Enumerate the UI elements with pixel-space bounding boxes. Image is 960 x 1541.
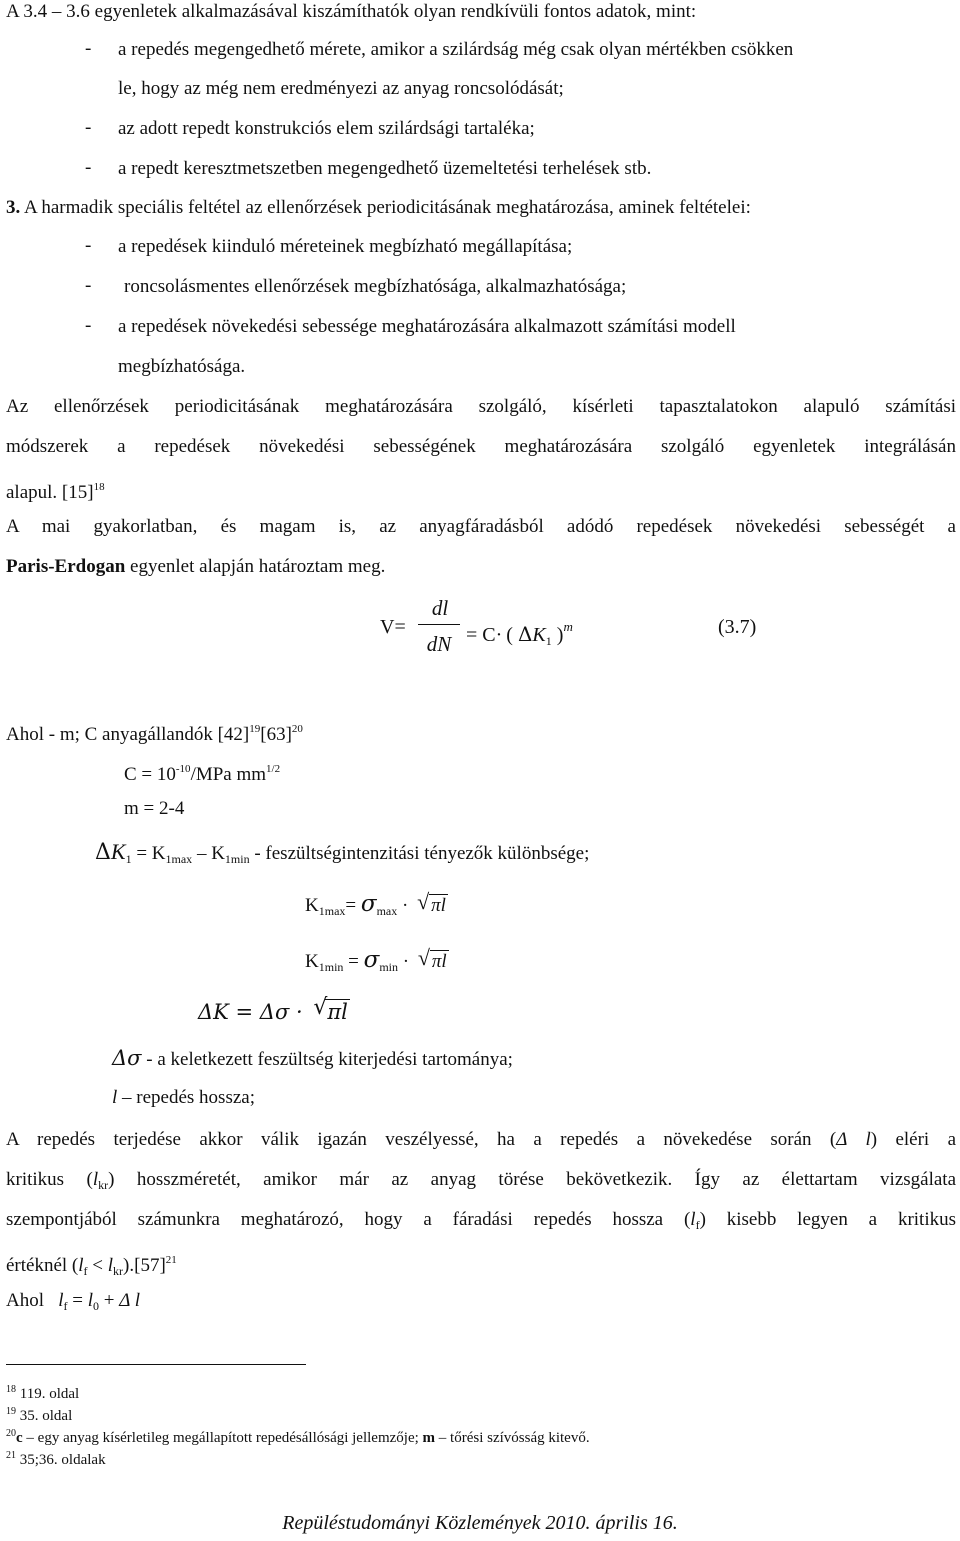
equation-rhs: = C· ( $\Delta K_1$ )$^m$	[466, 619, 573, 648]
delta-sigma-definition: Δσ - a keletkezett feszültség kiterjedési tartománya;	[112, 1046, 513, 1070]
kmax-formula: $K_{1max}= \sigma_{max}$ · √ πl	[305, 889, 446, 918]
list-dash: -	[85, 157, 92, 178]
list-dash: -	[85, 275, 92, 296]
page-footer: Repüléstudományi Közlemények 2010. április 16.	[282, 1512, 678, 1534]
paragraph-line: módszerek a repedések növekedési sebességének meghatározására szolgáló egyenletek integrálásán	[6, 436, 956, 457]
list-item: a repedések növekedési sebessége meghatározására alkalmazott számítási modell	[118, 316, 736, 337]
l-definition: l – repedés hossza;	[112, 1087, 255, 1108]
equation-lhs: V=	[380, 616, 406, 638]
list-item: a repedés megengedhető mérete, amikor a szilárdság még csak olyan mértékben csökken	[118, 39, 794, 60]
kmin-formula: $K_{1min} = \sigma_{min}$ · √ πl	[305, 945, 447, 974]
equation-label: (3.7)	[718, 616, 757, 638]
fraction-denominator: dN	[426, 632, 452, 656]
numbered-paragraph	[6, 196, 751, 220]
fraction-bar	[418, 624, 460, 625]
sqrt-sign: √ πl	[417, 889, 446, 916]
paragraph-line: Az ellenőrzések periodicitásának meghatározására szolgáló, kísérleti tapasztalatokon alapuló számítási	[6, 396, 956, 417]
list-dash: -	[85, 235, 92, 256]
fraction-numerator: dl	[431, 596, 449, 620]
paragraph-line: értéknél $(l_f < l_{kr}).[57]^{21}$	[6, 1254, 177, 1278]
footnote: $^{18}$ 119. oldal	[6, 1384, 80, 1402]
list-item: az adott repedt konstrukciós elem szilárdsági tartaléka;	[118, 118, 535, 139]
list-item: a repedések kiinduló méreteinek megbízható megállapítása;	[118, 236, 573, 257]
constant-c: $C = 10^{-10}$/MPa $mm^{1/2}$	[124, 763, 281, 785]
l-f-formula: Ahol $l_f = l_0 + \Delta$ l	[6, 1290, 141, 1313]
footnote-separator	[6, 1364, 306, 1365]
paragraph-line: Paris-Erdogan egyenlet alapján határoztam meg.	[6, 556, 386, 577]
paragraph-number: 3.	[6, 197, 21, 218]
paragraph-line: szempontjából számunkra meghatározó, hogy a fáradási repedés hossza $(l_f)$ kisebb legyen a kritikus	[6, 1209, 956, 1232]
paragraph-line: A repedés terjedése akkor válik igazán veszélyessé, ha a repedés a növekedése során (Δ l) eléri a	[6, 1129, 957, 1150]
constant-m: m = 2-4	[124, 798, 185, 819]
footnote-ref: 18	[93, 481, 105, 493]
footnote: $^{21}$ 35;36. oldalak	[6, 1450, 106, 1468]
sqrt-sign: √ πl	[417, 945, 447, 972]
list-item-continuation: megbízhatósága.	[118, 356, 246, 377]
definition-line: Ahol - m; C anyagállandók $[42]^{19}[63]^{20}$	[6, 723, 303, 745]
footnote: $^{20}$c – egy anyag kísérletileg megállapított repedésállósági jellemzője; m – tőrési szívósság kitevő.	[6, 1428, 590, 1446]
paragraph-text: A harmadik speciális feltétel az ellenőrzések periodicitásának meghatározása, aminek feltételei:	[23, 197, 751, 218]
list-item: roncsolásmentes ellenőrzések megbízhatósága, alkalmazhatósága;	[124, 276, 627, 297]
sqrt-sign: √ πl	[313, 995, 348, 1024]
bold-term: Paris-Erdogan	[6, 556, 126, 577]
footnote-ref: 21	[165, 1254, 177, 1266]
paragraph-line: kritikus $(l_{kr})$ hosszméretét, amikor már az anyag törése bekövetkezik. Így az élettartam vizsgálata	[6, 1169, 957, 1192]
list-dash: -	[85, 38, 92, 59]
list-item: a repedt keresztmetszetben megengedhető üzemeltetési terhelések stb.	[118, 158, 652, 179]
footnote: $^{19}$ 35. oldal	[6, 1406, 73, 1424]
paragraph-line: A mai gyakorlatban, és magam is, az anyagfáradásból adódó repedések növekedési sebességét a	[6, 516, 956, 537]
paragraph-line: alapul. $[15]^{18}$	[6, 481, 105, 503]
delta-k-formula: ΔK = Δσ · √ πl	[198, 995, 348, 1024]
paragraph-intro: A 3.4 – 3.6 egyenletek alkalmazásával kiszámíthatók olyan rendkívüli fontos adatok, mint:	[6, 1, 697, 22]
list-dash: -	[85, 117, 92, 138]
list-item-continuation: le, hogy az még nem eredményezi az anyag roncsolódását;	[118, 78, 564, 99]
delta-k-definition: $\Delta K_1 = K_{1max} - K_{1min}$ - feszültségintenzitási tényezők különbsége;	[95, 839, 590, 866]
list-dash: -	[85, 315, 92, 336]
